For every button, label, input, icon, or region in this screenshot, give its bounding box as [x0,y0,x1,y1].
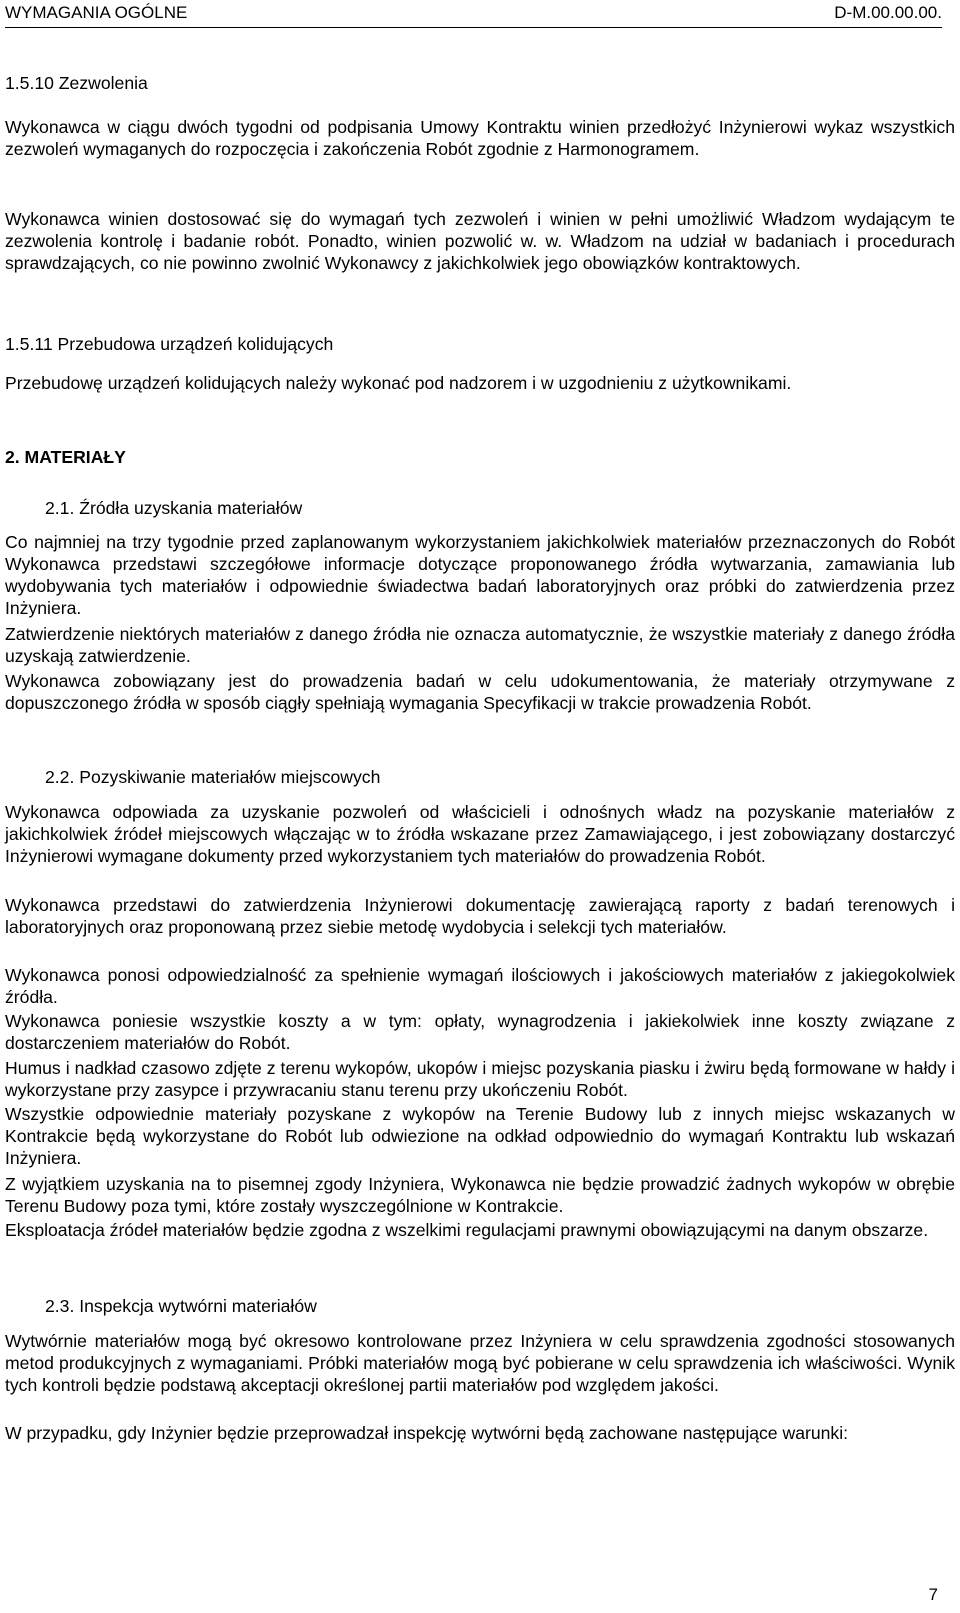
section-2-2-paragraph-8: Eksploatacja źródeł materiałów będzie zgodna z wszelkimi regulacjami prawnymi obowiązującymi na danym obszarze. [5,1220,929,1240]
section-1-5-11-heading: 1.5.11 Przebudowa urządzeń kolidujących [5,334,334,354]
section-2-2-heading: 2.2. Pozyskiwanie materiałów miejscowych [45,767,381,787]
section-2-3-heading: 2.3. Inspekcja wytwórni materiałów [45,1296,317,1316]
page-header [5,0,942,30]
section-2-3-paragraph-2: W przypadku, gdy Inżynier będzie przeprowadzał inspekcję wytwórni będą zachowane następujące warunki: [5,1423,848,1443]
section-2-2-paragraph-1: Wykonawca odpowiada za uzyskanie pozwoleń od właścicieli i odnośnych władz na pozyskanie materiałów z jakichkolwiek źródeł miejscowych włączając w to źródła wskazane przez Zamawiającego, i jest zobowiązany dostarczyć Inżynierowi wymagane dokumenty przed wykorzystaniem tych materiałów do prowadzenia Robót. [5,802,955,866]
section-2-1-paragraph-2: Zatwierdzenie niektórych materiałów z danego źródła nie oznacza automatycznie, że wszystkie materiały z danego źródła uzyskają zatwierdzenie. [5,624,955,666]
section-2-2-paragraph-7: Z wyjątkiem uzyskania na to pisemnej zgody Inżyniera, Wykonawca nie będzie prowadzić żadnych wykopów w obrębie Terenu Budowy poza tymi, które zostały wyszczególnione w Kontrakcie. [5,1174,955,1216]
chapter-2-heading: 2. MATERIAŁY [5,447,126,467]
section-2-1-paragraph-3: Wykonawca zobowiązany jest do prowadzenia badań w celu udokumentowania, że materiały otrzymywane z dopuszczonego źródła w sposób ciągły spełniają wymagania Specyfikacji w trakcie prowadzenia Robót. [5,671,955,713]
section-2-2-paragraph-2: Wykonawca przedstawi do zatwierdzenia Inżynierowi dokumentację zawierającą raporty z badań terenowych i laboratoryjnych oraz proponowaną przez siebie metodę wydobycia i selekcji tych materiałów. [5,895,955,937]
section-2-1-heading: 2.1. Źródła uzyskania materiałów [45,498,303,518]
section-2-2-paragraph-3: Wykonawca ponosi odpowiedzialność za spełnienie wymagań ilościowych i jakościowych materiałów z jakiegokolwiek źródła. [5,965,955,1007]
section-2-3-paragraph-1: Wytwórnie materiałów mogą być okresowo kontrolowane przez Inżyniera w celu sprawdzenia zgodności stosowanych metod produkcyjnych z wymaganiami. Próbki materiałów mogą być pobierane w celu sprawdzenia ich właściwości. Wynik tych kontroli będzie podstawą akceptacji określonej partii materiałów pod względem jakości. [5,1331,955,1395]
section-1-5-10-paragraph-1: Wykonawca w ciągu dwóch tygodni od podpisania Umowy Kontraktu winien przedłożyć Inżynierowi wykaz wszystkich zezwoleń wymaganych do rozpoczęcia i zakończenia Robót zgodnie z Harmonogramem. [5,117,955,159]
section-1-5-10-paragraph-2: Wykonawca winien dostosować się do wymagań tych zezwoleń i winien w pełni umożliwić Władzom wydającym te zezwolenia kontrolę i badanie robót. Ponadto, winien pozwolić w. w. Władzom na udział w badaniach i procedurach sprawdzających, co nie powinno zwolnić Wykonawcy z jakichkolwiek jego obowiązków kontraktowych. [5,209,955,273]
section-2-2-paragraph-6: Wszystkie odpowiednie materiały pozyskane z wykopów na Terenie Budowy lub z innych miejsc wskazanych w Kontrakcie będą wykorzystane do Robót lub odwiezione na odkład odpowiednio do wymagań Kontraktu lub wskazań Inżyniera. [5,1104,955,1168]
header-rule [5,27,942,28]
section-2-2-paragraph-4: Wykonawca poniesie wszystkie koszty a w tym: opłaty, wynagrodzenia i jakiekolwiek inne koszty związane z dostarczeniem materiałów do Robót. [5,1011,955,1053]
section-1-5-10-heading: 1.5.10 Zezwolenia [5,73,148,93]
section-1-5-11-paragraph-1: Przebudowę urządzeń kolidujących należy wykonać pod nadzorem i w uzgodnieniu z użytkownikami. [5,373,792,393]
header-doc-code: D-M.00.00.00. [834,3,942,22]
page-number: 7 [928,1585,938,1604]
section-2-1-paragraph-1: Co najmniej na trzy tygodnie przed zaplanowanym wykorzystaniem jakichkolwiek materiałów przeznaczonych do Robót Wykonawca przedstawi szczegółowe informacje dotyczące proponowanego źródła wytwarzania, zamawiania lub wydobywania tych materiałów i odpowiednie świadectwa badań laboratoryjnych oraz próbki do zatwierdzenia przez Inżyniera. [5,532,955,618]
header-left-title: WYMAGANIA OGÓLNE [5,3,188,22]
section-2-2-paragraph-5: Humus i nadkład czasowo zdjęte z terenu wykopów, ukopów i miejsc pozyskania piasku i żwiru będą formowane w hałdy i wykorzystane przy zasypce i przywracaniu stanu terenu przy ukończeniu Robót. [5,1058,955,1100]
